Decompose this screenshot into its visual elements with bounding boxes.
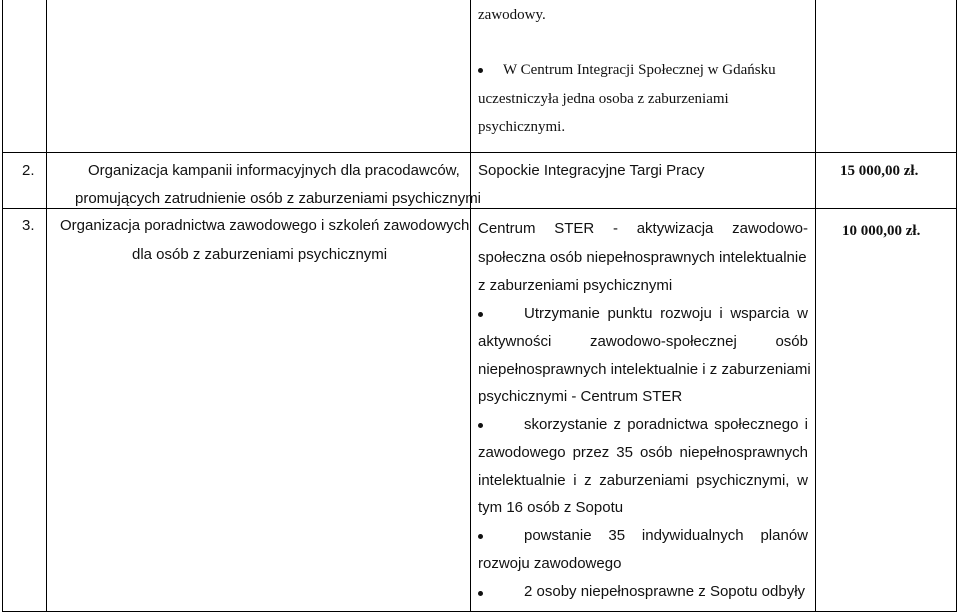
row-description: Sopockie Integracyjne Targi Pracy [478, 162, 705, 179]
word: 35 [608, 527, 626, 544]
word: społecznego [714, 416, 799, 433]
word: w [797, 305, 808, 322]
word: z [613, 416, 622, 433]
word: aktywności [478, 333, 552, 350]
row-title: Organizacja poradnictwa zawodowego i szkoleń zawodowych [60, 217, 470, 234]
word: i [804, 416, 808, 433]
word: przez [572, 444, 610, 461]
row-divider-2 [2, 208, 957, 209]
word: i [573, 472, 577, 489]
word: - [612, 220, 618, 237]
row-title: promujących zatrudnienie osób z zaburzeniami psychicznymi [75, 190, 482, 207]
bullet-item [524, 527, 808, 545]
word: Utrzymanie [524, 305, 600, 322]
word: rozwoju [660, 305, 712, 322]
bullet-item: tym 16 osób z Sopotu [478, 499, 624, 516]
bullet-item: psychicznymi - Centrum STER [478, 388, 683, 405]
row-number: 2. [22, 162, 35, 179]
row-title: Organizacja kampanii informacyjnych dla pracodawców, [88, 162, 460, 179]
row-description: z zaburzeniami psychicznymi [478, 277, 673, 294]
word: planów [760, 527, 808, 544]
word: w [797, 472, 808, 489]
border-right [956, 0, 957, 612]
bullet-item: rozwoju zawodowego [478, 555, 622, 572]
word: skorzystanie [524, 416, 608, 433]
word: wsparcia [730, 305, 790, 322]
word: zaburzeniami [599, 472, 689, 489]
cont-bullet-line: uczestniczyła jedna osoba z zaburzeniami [478, 91, 729, 107]
bullet-icon [478, 591, 483, 596]
bullet-icon [478, 423, 483, 428]
word: zawodowego [478, 444, 566, 461]
row-number: 3. [22, 217, 35, 234]
word: STER [554, 220, 595, 237]
word: punktu [607, 305, 653, 322]
row-amount: 15 000,00 zł. [840, 163, 919, 179]
word: intelektualnie [478, 472, 566, 489]
word: niepełnosprawnych [679, 444, 808, 461]
row-description [478, 220, 808, 238]
border-left [2, 0, 3, 612]
cont-line: zawodowy. [478, 7, 546, 23]
word: powstanie [524, 527, 592, 544]
row-title: dla osób z zaburzeniami psychicznymi [132, 246, 388, 263]
word: zawodowo- [732, 220, 808, 237]
word: 35 [616, 444, 633, 461]
border-col3 [815, 0, 816, 612]
row-amount: 10 000,00 zł. [842, 223, 921, 239]
row-divider-1 [2, 152, 957, 153]
bullet-item [524, 305, 808, 323]
word: osób [639, 444, 673, 461]
word: z [584, 472, 592, 489]
bullet-icon [478, 68, 483, 73]
word: osób [775, 333, 808, 350]
bullet-icon [478, 312, 483, 317]
row-description: społeczna osób niepełnosprawnych intelektualnie [478, 249, 807, 266]
cont-bullet-line: W Centrum Integracji Społecznej w Gdańsku [503, 62, 776, 78]
border-col1 [46, 0, 47, 612]
bullet-item: 2 osoby niepełnosprawne z Sopotu odbyły [524, 583, 806, 600]
bullet-item [524, 416, 808, 434]
word: indywidualnych [641, 527, 744, 544]
cont-bullet-line: psychicznymi. [478, 119, 566, 135]
bullet-icon [478, 534, 483, 539]
bullet-item [478, 472, 808, 490]
border-col2 [470, 0, 471, 612]
word: poradnictwa [627, 416, 709, 433]
word: Centrum [478, 220, 536, 237]
word: psychicznymi, [696, 472, 790, 489]
word: i [719, 305, 723, 322]
word: zawodowo-społecznej [590, 333, 737, 350]
bullet-item [478, 333, 808, 351]
word: aktywizacja [636, 220, 714, 237]
bullet-item [478, 444, 808, 462]
bullet-item: niepełnosprawnych intelektualnie i z zaburzeniami [478, 361, 811, 378]
